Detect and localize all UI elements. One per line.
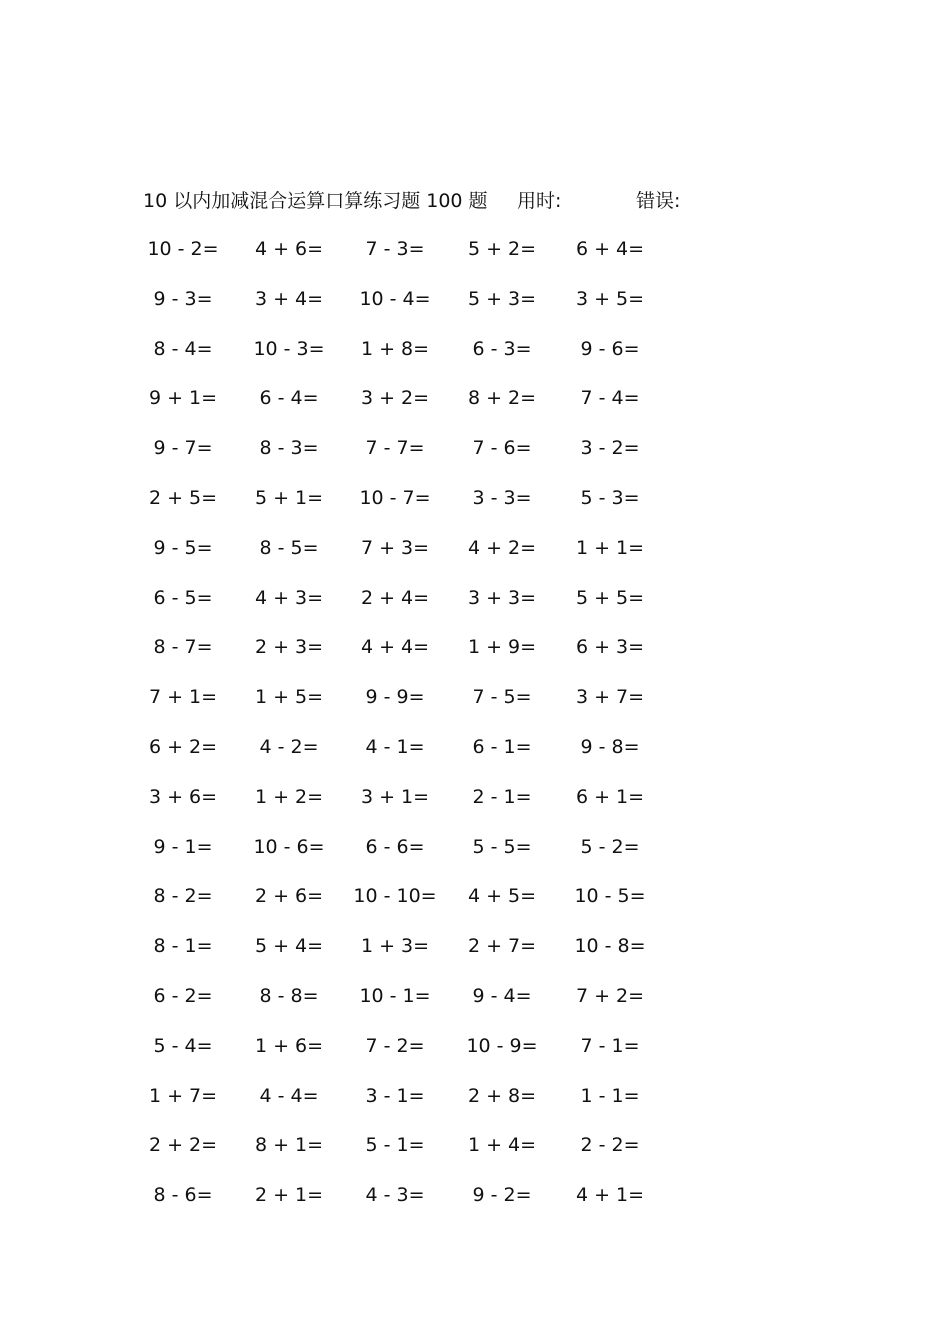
problem-item: 1 + 4= <box>467 1134 537 1157</box>
problem-row <box>0 978 950 1028</box>
problem-item: 3 - 1= <box>365 1084 425 1107</box>
problem-row <box>0 430 950 480</box>
problem-item: 6 + 3= <box>575 636 645 659</box>
problem-item: 7 - 2= <box>365 1034 425 1057</box>
problem-item: 3 + 3= <box>467 586 537 609</box>
problem-item: 3 + 2= <box>360 387 430 410</box>
problem-item: 1 - 1= <box>580 1084 640 1107</box>
problem-item: 8 + 2= <box>467 387 537 410</box>
problem-item: 2 + 6= <box>254 885 324 908</box>
problem-row <box>0 1177 950 1227</box>
problem-item: 4 + 5= <box>467 885 537 908</box>
problem-row <box>0 928 950 978</box>
problem-grid <box>0 231 950 1227</box>
problem-item: 6 - 1= <box>472 735 532 758</box>
problem-item: 6 + 4= <box>575 238 645 260</box>
problem-row <box>0 530 950 580</box>
problem-row <box>0 380 950 430</box>
problem-item: 5 - 2= <box>580 835 640 858</box>
problem-row <box>0 480 950 530</box>
problem-item: 8 - 6= <box>153 1184 213 1207</box>
problem-item: 9 - 9= <box>365 686 425 709</box>
problem-item: 9 - 3= <box>153 287 213 310</box>
problem-item: 7 - 4= <box>580 387 640 410</box>
problem-item: 5 - 1= <box>365 1134 425 1157</box>
problem-row <box>0 281 950 331</box>
problem-item: 8 - 1= <box>153 935 213 958</box>
problem-item: 1 + 6= <box>254 1034 324 1057</box>
problem-item: 1 + 2= <box>254 785 324 808</box>
problem-item: 10 - 2= <box>147 238 219 260</box>
problem-item: 8 - 3= <box>259 437 319 460</box>
problem-item: 9 - 6= <box>580 337 640 360</box>
problem-item: 4 - 3= <box>365 1184 425 1207</box>
problem-row <box>0 1078 950 1128</box>
problem-item: 7 - 1= <box>580 1034 640 1057</box>
problem-item: 9 - 1= <box>153 835 213 858</box>
problem-row <box>0 878 950 928</box>
problem-item: 4 - 2= <box>259 735 319 758</box>
problem-item: 10 - 4= <box>359 287 431 310</box>
problem-item: 10 - 8= <box>574 935 646 958</box>
problem-item: 5 - 3= <box>580 486 640 509</box>
problem-item: 2 + 4= <box>360 586 430 609</box>
problem-row <box>0 331 950 381</box>
problem-item: 1 + 8= <box>360 337 430 360</box>
problem-item: 8 - 4= <box>153 337 213 360</box>
problem-item: 5 - 5= <box>472 835 532 858</box>
problem-row <box>0 779 950 829</box>
problem-item: 1 + 7= <box>148 1084 218 1107</box>
problem-item: 7 - 5= <box>472 686 532 709</box>
worksheet-title: 10 以内加减混合运算口算练习题 100 题 <box>143 190 488 212</box>
error-count-label: 错误: <box>636 190 681 212</box>
problem-item: 10 - 3= <box>253 337 325 360</box>
problem-row <box>0 1028 950 1078</box>
time-used-label: 用时: <box>517 190 562 212</box>
worksheet-header <box>143 186 743 216</box>
problem-item: 9 + 1= <box>148 387 218 410</box>
problem-item: 2 + 1= <box>254 1184 324 1207</box>
problem-item: 10 - 10= <box>353 885 437 908</box>
problem-item: 2 - 2= <box>580 1134 640 1157</box>
problem-item: 4 + 1= <box>575 1184 645 1207</box>
problem-row <box>0 629 950 679</box>
problem-item: 9 - 2= <box>472 1184 532 1207</box>
problem-item: 6 - 2= <box>153 984 213 1007</box>
problem-item: 4 + 3= <box>254 586 324 609</box>
problem-item: 9 - 7= <box>153 437 213 460</box>
problem-item: 9 - 4= <box>472 984 532 1007</box>
problem-item: 9 - 8= <box>580 735 640 758</box>
problem-item: 2 + 3= <box>254 636 324 659</box>
problem-item: 2 + 2= <box>148 1134 218 1157</box>
problem-item: 6 - 6= <box>365 835 425 858</box>
problem-item: 6 + 1= <box>575 785 645 808</box>
problem-row <box>0 679 950 729</box>
problem-item: 7 - 7= <box>365 437 425 460</box>
problem-item: 2 + 8= <box>467 1084 537 1107</box>
problem-item: 10 - 9= <box>466 1034 538 1057</box>
problem-item: 7 + 1= <box>148 686 218 709</box>
problem-item: 3 - 2= <box>580 437 640 460</box>
problem-item: 6 - 4= <box>259 387 319 410</box>
problem-item: 4 + 2= <box>467 536 537 559</box>
problem-row <box>0 1127 950 1177</box>
problem-row <box>0 829 950 879</box>
problem-item: 9 - 5= <box>153 536 213 559</box>
problem-row <box>0 729 950 779</box>
problem-item: 3 + 7= <box>575 686 645 709</box>
problem-item: 1 + 3= <box>360 935 430 958</box>
problem-item: 3 + 1= <box>360 785 430 808</box>
problem-item: 10 - 5= <box>574 885 646 908</box>
problem-item: 3 - 3= <box>472 486 532 509</box>
problem-item: 2 + 7= <box>467 935 537 958</box>
problem-item: 5 - 4= <box>153 1034 213 1057</box>
problem-item: 7 - 3= <box>365 238 425 260</box>
problem-item: 8 - 7= <box>153 636 213 659</box>
problem-item: 6 - 3= <box>472 337 532 360</box>
problem-item: 4 + 6= <box>254 238 324 260</box>
problem-item: 5 + 1= <box>254 486 324 509</box>
problem-item: 7 + 3= <box>360 536 430 559</box>
problem-item: 2 - 1= <box>472 785 532 808</box>
problem-item: 7 + 2= <box>575 984 645 1007</box>
problem-item: 8 - 8= <box>259 984 319 1007</box>
problem-row <box>0 231 950 281</box>
problem-item: 3 + 5= <box>575 287 645 310</box>
problem-item: 5 + 4= <box>254 935 324 958</box>
problem-item: 3 + 6= <box>148 785 218 808</box>
problem-item: 8 + 1= <box>254 1134 324 1157</box>
problem-item: 3 + 4= <box>254 287 324 310</box>
problem-item: 1 + 1= <box>575 536 645 559</box>
problem-item: 4 - 4= <box>259 1084 319 1107</box>
problem-item: 5 + 2= <box>467 238 537 260</box>
problem-item: 8 - 2= <box>153 885 213 908</box>
problem-item: 6 - 5= <box>153 586 213 609</box>
problem-item: 4 - 1= <box>365 735 425 758</box>
problem-item: 1 + 9= <box>467 636 537 659</box>
problem-item: 7 - 6= <box>472 437 532 460</box>
problem-item: 2 + 5= <box>148 486 218 509</box>
problem-item: 10 - 7= <box>359 486 431 509</box>
problem-item: 8 - 5= <box>259 536 319 559</box>
problem-item: 6 + 2= <box>148 735 218 758</box>
problem-item: 5 + 5= <box>575 586 645 609</box>
problem-item: 5 + 3= <box>467 287 537 310</box>
problem-item: 10 - 1= <box>359 984 431 1007</box>
problem-item: 1 + 5= <box>254 686 324 709</box>
problem-item: 4 + 4= <box>360 636 430 659</box>
problem-item: 10 - 6= <box>253 835 325 858</box>
problem-row <box>0 580 950 630</box>
